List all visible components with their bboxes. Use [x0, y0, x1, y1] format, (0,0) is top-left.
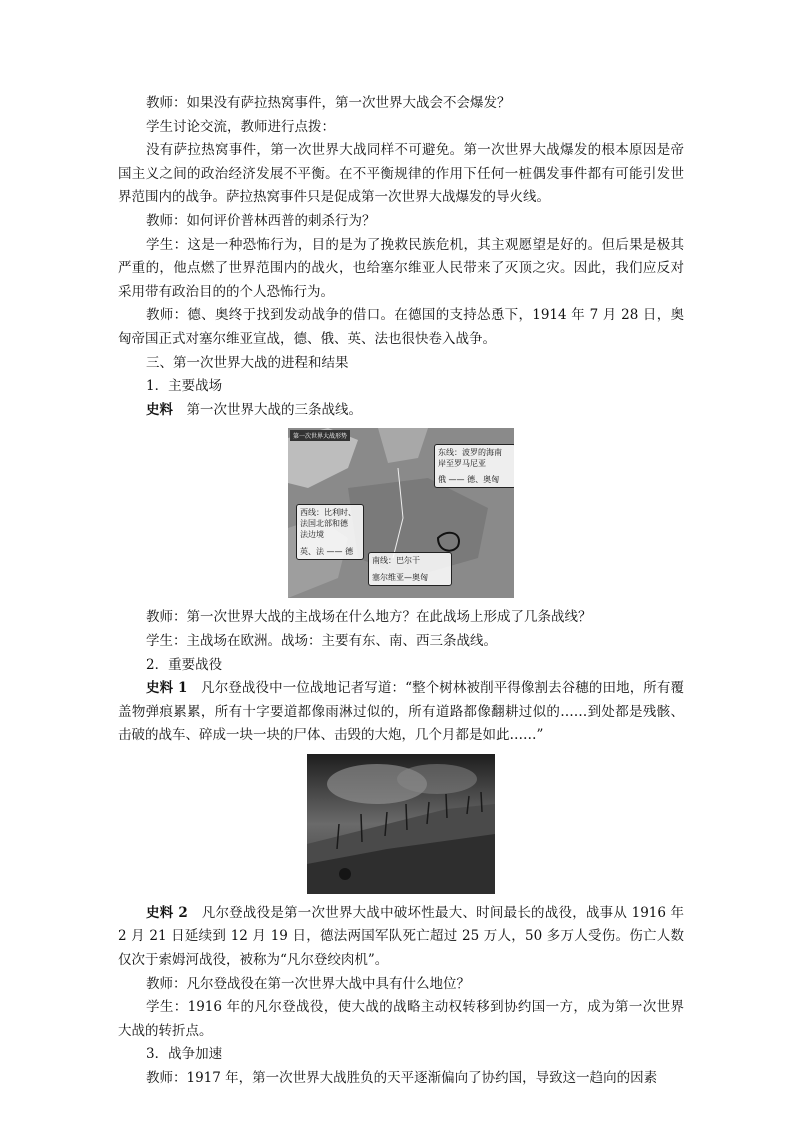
paragraph-source-material — [118, 399, 684, 423]
paragraph-teacher-statement: 教师：德、奥终于找到发动战争的借口。在德国的支持怂恿下，1914 年 7 月 28 日，奥匈帝国正式对塞尔维亚宣战，德、俄、英、法也很快卷入战争。 — [118, 307, 684, 347]
paragraph-source-material-2 — [118, 902, 684, 973]
west-front-line3: 法边境 — [300, 530, 324, 540]
photo-illustration — [307, 754, 495, 894]
paragraph-teacher-question-5: 教师：1917 年，第一次世界大战胜负的天平逐渐偏向了协约国，导致这一趋向的因素 — [146, 1070, 658, 1087]
ww1-fronts-map — [288, 428, 514, 598]
verdun-battlefield-photo — [307, 754, 495, 894]
east-front-line1: 东线：波罗的海南 — [438, 448, 502, 458]
map-callout-east-front — [434, 444, 514, 488]
source-text-2: 凡尔登战役是第一次世界大战中破坏性最大、时间最长的战役，战事从 1916 年 2 月 21 日延续到 12 月 19 日，德法两国军队死亡超过 25 万人，50 多万人受伤。伤亡人数仅次于索姆河战役，被称为“凡尔登绞肉机”。 — [118, 904, 684, 969]
source-label: 史料 — [146, 401, 173, 418]
east-front-line3: 俄 —— 德、奥匈 — [438, 475, 500, 485]
west-front-line2: 法国北部和德 — [300, 519, 348, 529]
subheading-key-battles: 2．重要战役 — [146, 656, 223, 673]
subheading-main-battlefield: 1．主要战场 — [146, 378, 223, 395]
west-front-line4: 英、法 —— 德 — [300, 547, 354, 557]
map-callout-south-front — [368, 552, 452, 586]
paragraph-source-material-1 — [118, 677, 684, 748]
source-text-1: 凡尔登战役中一位战地记者写道：“整个树林被削平得像割去谷穗的田地，所有覆盖物弹痕累累，所有十字要道都像雨淋过似的，所有道路都像翻耕过似的……到处都是残骸、击破的战车、碎成一块一块的尸体、击毁的大炮，几个月都是如此……” — [118, 680, 685, 744]
east-front-line2: 岸至罗马尼亚 — [438, 459, 486, 469]
paragraph-teacher-question-2: 教师：如何评价普林西普的刺杀行为？ — [146, 212, 376, 229]
map-title: 第一次世界大战形势 — [290, 430, 350, 441]
paragraph-answer-1: 没有萨拉热窝事件，第一次世界大战同样不可避免。第一次世界大战爆发的根本原因是帝国主义之间的政治经济发展不平衡。在不平衡规律的作用下任何一桩偶发事件都有可能引发世界范围内的战争。萨拉热窝事件只是促成第一次世界大战爆发的导火线。 — [118, 142, 684, 206]
south-front-line2: 塞尔维亚—奥匈 — [372, 573, 428, 583]
west-front-line1: 西线：比利时、 — [300, 508, 356, 518]
source-label-1: 史料 1 — [146, 680, 188, 697]
south-front-line1: 南线：巴尔干 — [372, 556, 420, 566]
document-body — [118, 92, 684, 1091]
map-callout-west-front — [296, 504, 364, 560]
source-label-2: 史料 2 — [146, 904, 188, 921]
paragraph-discussion: 学生讨论交流，教师进行点拨： — [146, 118, 335, 135]
paragraph-teacher-question-3: 教师：第一次世界大战的主战场在什么地方？在此战场上形成了几条战线？ — [146, 609, 592, 626]
source-text: 第一次世界大战的三条战线。 — [186, 401, 362, 418]
paragraph-teacher-question-1: 教师：如果没有萨拉热窝事件，第一次世界大战会不会爆发？ — [146, 95, 511, 111]
paragraph-student-answer-4: 学生：1916 年的凡尔登战役，使大战的战略主动权转移到协约国一方，成为第一次世界大战的转折点。 — [118, 999, 684, 1039]
paragraph-student-answer-2: 学生：这是一种恐怖行为，目的是为了挽救民族危机，其主观愿望是好的。但后果是极其严重的，他点燃了世界范围内的战火，也给塞尔维亚人民带来了灭顶之灾。因此，我们应反对采用带有政治目的的个人恐怖行为。 — [118, 236, 684, 300]
section-heading-3: 三、第一次世界大战的进程和结果 — [146, 354, 349, 371]
paragraph-teacher-question-4: 教师：凡尔登战役在第一次世界大战中具有什么地位？ — [146, 975, 470, 992]
subheading-war-acceleration: 3．战争加速 — [146, 1046, 223, 1063]
paragraph-student-answer-3: 学生：主战场在欧洲。战场：主要有东、南、西三条战线。 — [146, 632, 497, 649]
